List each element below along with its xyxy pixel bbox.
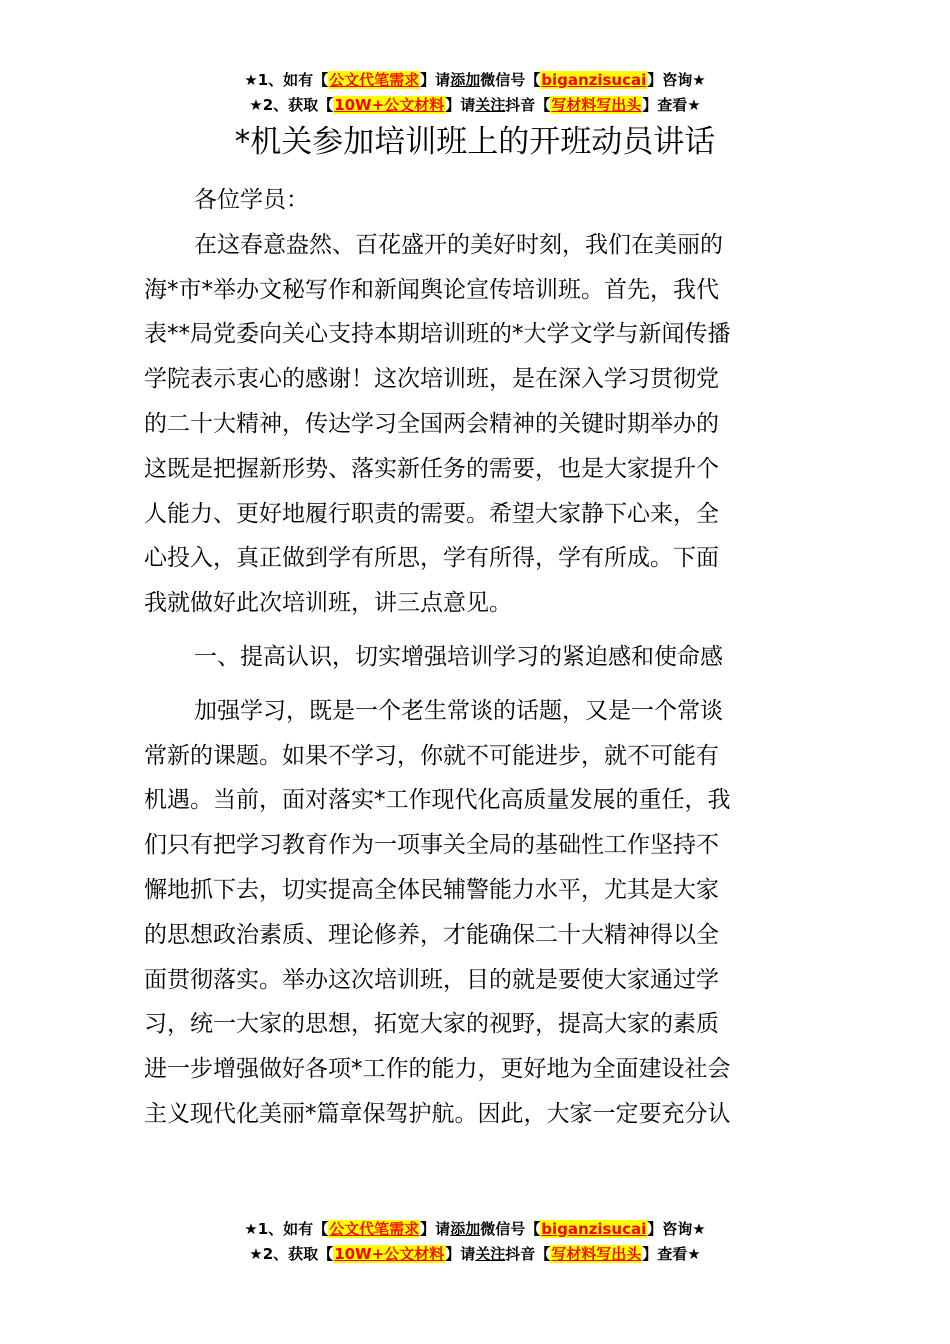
paragraph-line: 海*市*举办文秘写作和新闻舆论宣传培训班。首先，我代 (144, 276, 719, 303)
paragraph-line: 机遇。当前，面对落实*工作现代化高质量发展的重任，我 (144, 787, 731, 814)
banner-highlight-douyin: 写材料写出头 (551, 96, 642, 114)
paragraph-line: 表**局党委向关心支持本期培训班的*大学文学与新闻传播 (144, 321, 731, 348)
paragraph-line: 面贯彻落实。举办这次培训班，目的就是要使大家通过学 (144, 966, 719, 993)
paragraph-line: 的思想政治素质、理论修养，才能确保二十大精神得以全 (144, 921, 719, 948)
paragraph-line: 我就做好此次培训班，讲三点意见。 (144, 590, 512, 617)
banner-line-2: ★2、获取【10W+公文材料】请关注抖音【写材料写出头】查看★ (249, 1245, 701, 1263)
banner-line-1: ★1、如有【公文代笔需求】请添加微信号【biganzisucai】咨询★ (244, 71, 706, 89)
paragraph-2 (144, 689, 808, 1137)
banner-highlight-materials: 10W+公文材料 (334, 96, 445, 114)
paragraph-line: 人能力、更好地履行职责的需要。希望大家静下心来，全 (144, 500, 719, 527)
paragraph-line: 加强学习，既是一个老生常谈的话题，又是一个常谈 (194, 697, 723, 724)
paragraph-line: 学院表示衷心的感谢！这次培训班，是在深入学习贯彻党 (144, 366, 719, 393)
banner-line-2: ★2、获取【10W+公文材料】请关注抖音【写材料写出头】查看★ (249, 96, 701, 114)
banner-highlight-ghostwriting: 公文代笔需求 (329, 71, 420, 89)
bottom-ad-banner (0, 1217, 950, 1267)
paragraph-line: 的二十大精神，传达学习全国两会精神的关键时期举办的 (144, 410, 719, 437)
banner-highlight-materials: 10W+公文材料 (334, 1245, 445, 1263)
paragraph-1 (144, 223, 808, 626)
banner-highlight-ghostwriting: 公文代笔需求 (329, 1220, 420, 1238)
paragraph-line: 常新的课题。如果不学习，你就不可能进步，就不可能有 (144, 742, 719, 769)
salutation: 各位学员： (194, 187, 309, 213)
banner-highlight-wechat-id: biganzisucai (541, 71, 647, 89)
top-ad-banner (0, 68, 950, 118)
banner-highlight-douyin: 写材料写出头 (551, 1245, 642, 1263)
banner-highlight-wechat-id: biganzisucai (541, 1220, 647, 1238)
banner-line-1: ★1、如有【公文代笔需求】请添加微信号【biganzisucai】咨询★ (244, 1220, 706, 1238)
paragraph-line: 进一步增强做好各项*工作的能力，更好地为全面建设社会 (144, 1056, 731, 1083)
paragraph-line: 懈地抓下去，切实提高全体民辅警能力水平，尤其是大家 (144, 876, 719, 903)
section-heading-1: 一、提高认识，切实增强培训学习的紧迫感和使命感 (194, 643, 723, 670)
paragraph-line: 习，统一大家的思想，拓宽大家的视野，提高大家的素质 (144, 1011, 719, 1038)
paragraph-line: 主义现代化美丽*篇章保驾护航。因此，大家一定要充分认 (144, 1100, 731, 1127)
paragraph-line: 们只有把学习教育作为一项事关全局的基础性工作坚持不 (144, 832, 719, 859)
document-body (144, 178, 808, 1137)
paragraph-line: 在这春意盎然、百花盛开的美好时刻，我们在美丽的 (194, 231, 723, 258)
document-title: *机关参加培训班上的开班动员讲话 (234, 124, 716, 160)
paragraph-line: 心投入，真正做到学有所思，学有所得，学有所成。下面 (144, 545, 719, 572)
paragraph-line: 这既是把握新形势、落实新任务的需要，也是大家提升个 (144, 455, 719, 482)
